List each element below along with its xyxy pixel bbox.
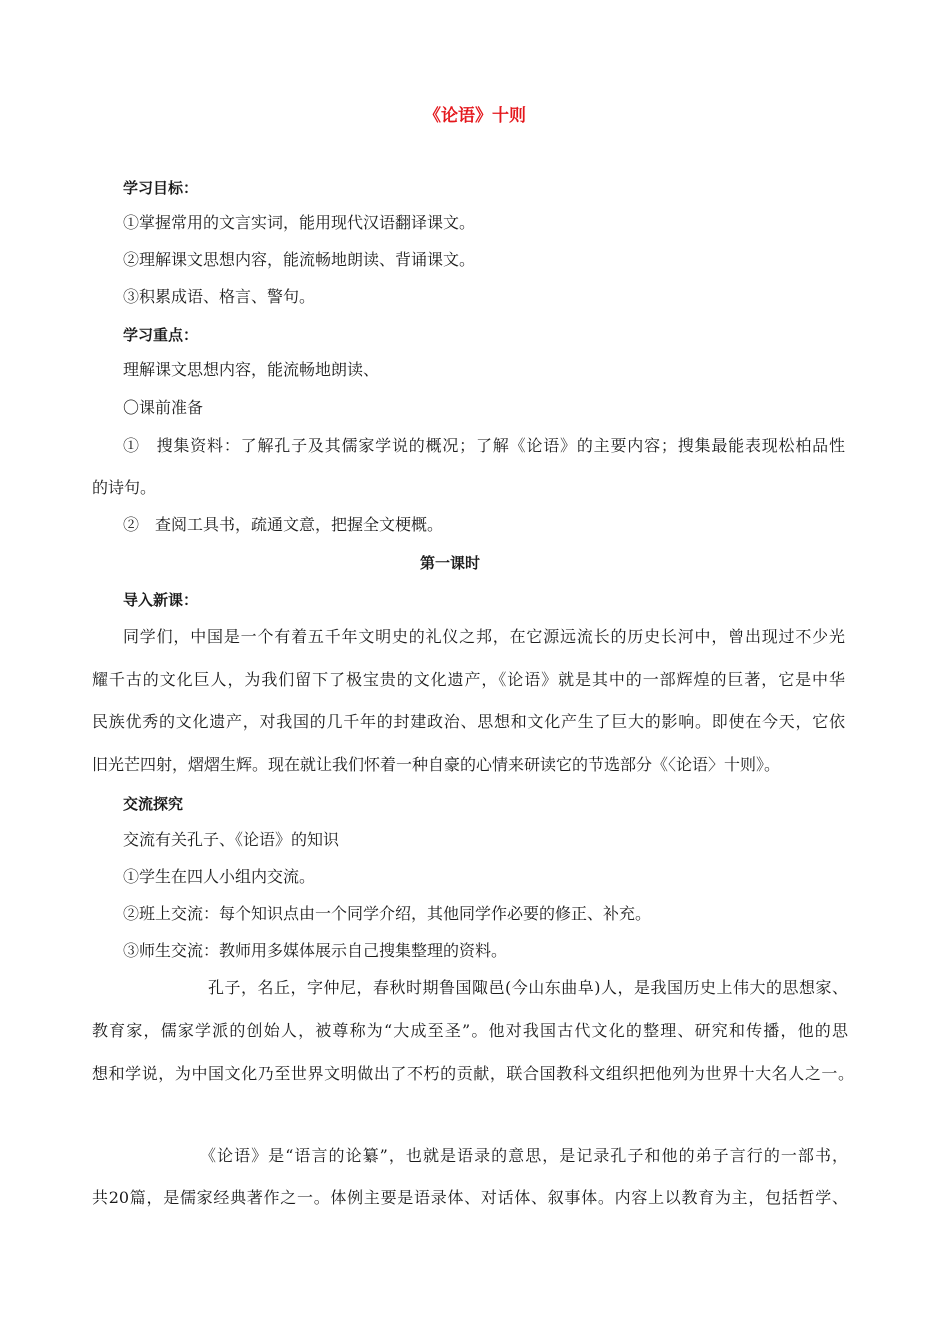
- prep-item-2: ② 查阅工具书，疏通文意，把握全文梗概。: [123, 515, 444, 534]
- exchange-item: ①学生在四人小组内交流。: [123, 867, 316, 886]
- confucius-paragraph-line: 教育家，儒家学派的创始人，被尊称为“大成至圣”。他对我国古代文化的整理、研究和传播，他的思: [92, 1021, 848, 1040]
- objectives-heading: 学习目标：: [123, 179, 199, 197]
- lesson-heading: 第一课时: [419, 554, 480, 572]
- objective-item: ①掌握常用的文言实词，能用现代汉语翻译课文。: [123, 213, 476, 232]
- focus-heading: 学习重点：: [123, 326, 199, 344]
- prep-item-1: ① 搜集资料：了解孔子及其儒家学说的概况；了解《论语》的主要内容；搜集最能表现松柏品性: [123, 436, 845, 455]
- exchange-subheading: 交流有关孔子、《论语》的知识: [123, 830, 340, 849]
- confucius-paragraph-line: 孔子，名丘，字仲尼，春秋时期鲁国陬邑(今山东曲阜)人，是我国历史上伟大的思想家、: [208, 978, 848, 997]
- intro-paragraph-line: 旧光芒四射，熠熠生辉。现在就让我们怀着一种自豪的心情来研读它的节选部分《〈论语〉十则》。: [92, 755, 781, 774]
- intro-heading: 导入新课：: [123, 591, 199, 609]
- confucius-paragraph-line: 想和学说，为中国文化乃至世界文明做出了不朽的贡献，联合国教科文组织把他列为世界十大名人之一。: [92, 1064, 854, 1083]
- intro-paragraph-line: 同学们，中国是一个有着五千年文明史的礼仪之邦，在它源远流长的历史长河中，曾出现过不少光: [123, 627, 845, 646]
- prep-item-1-continued: 的诗句。: [92, 478, 157, 497]
- exchange-heading: 交流探究: [123, 795, 184, 813]
- analects-paragraph-line: 《论语》是“语言的论纂”，也就是语录的意思，是记录孔子和他的弟子言行的一部书，: [200, 1146, 848, 1165]
- focus-text: 理解课文思想内容，能流畅地朗读、: [123, 360, 380, 379]
- objective-item: ③积累成语、格言、警句。: [123, 287, 316, 306]
- intro-paragraph-line: 耀千古的文化巨人，为我们留下了极宝贵的文化遗产，《论语》就是其中的一部辉煌的巨著，它是中华: [92, 670, 845, 689]
- document-title: 《论语》十则: [424, 106, 526, 126]
- exchange-item: ②班上交流：每个知识点由一个同学介绍，其他同学作必要的修正、补充。: [123, 904, 652, 923]
- prep-heading: 〇课前准备: [123, 398, 204, 417]
- analects-paragraph-line: 共20篇，是儒家经典著作之一。体例主要是语录体、对话体、叙事体。内容上以教育为主，包括哲学、: [92, 1188, 848, 1207]
- objective-item: ②理解课文思想内容，能流畅地朗读、背诵课文。: [123, 250, 476, 269]
- exchange-item: ③师生交流：教师用多媒体展示自己搜集整理的资料。: [123, 941, 508, 960]
- intro-paragraph-line: 民族优秀的文化遗产，对我国的几千年的封建政治、思想和文化产生了巨大的影响。即使在今天，它依: [92, 712, 845, 731]
